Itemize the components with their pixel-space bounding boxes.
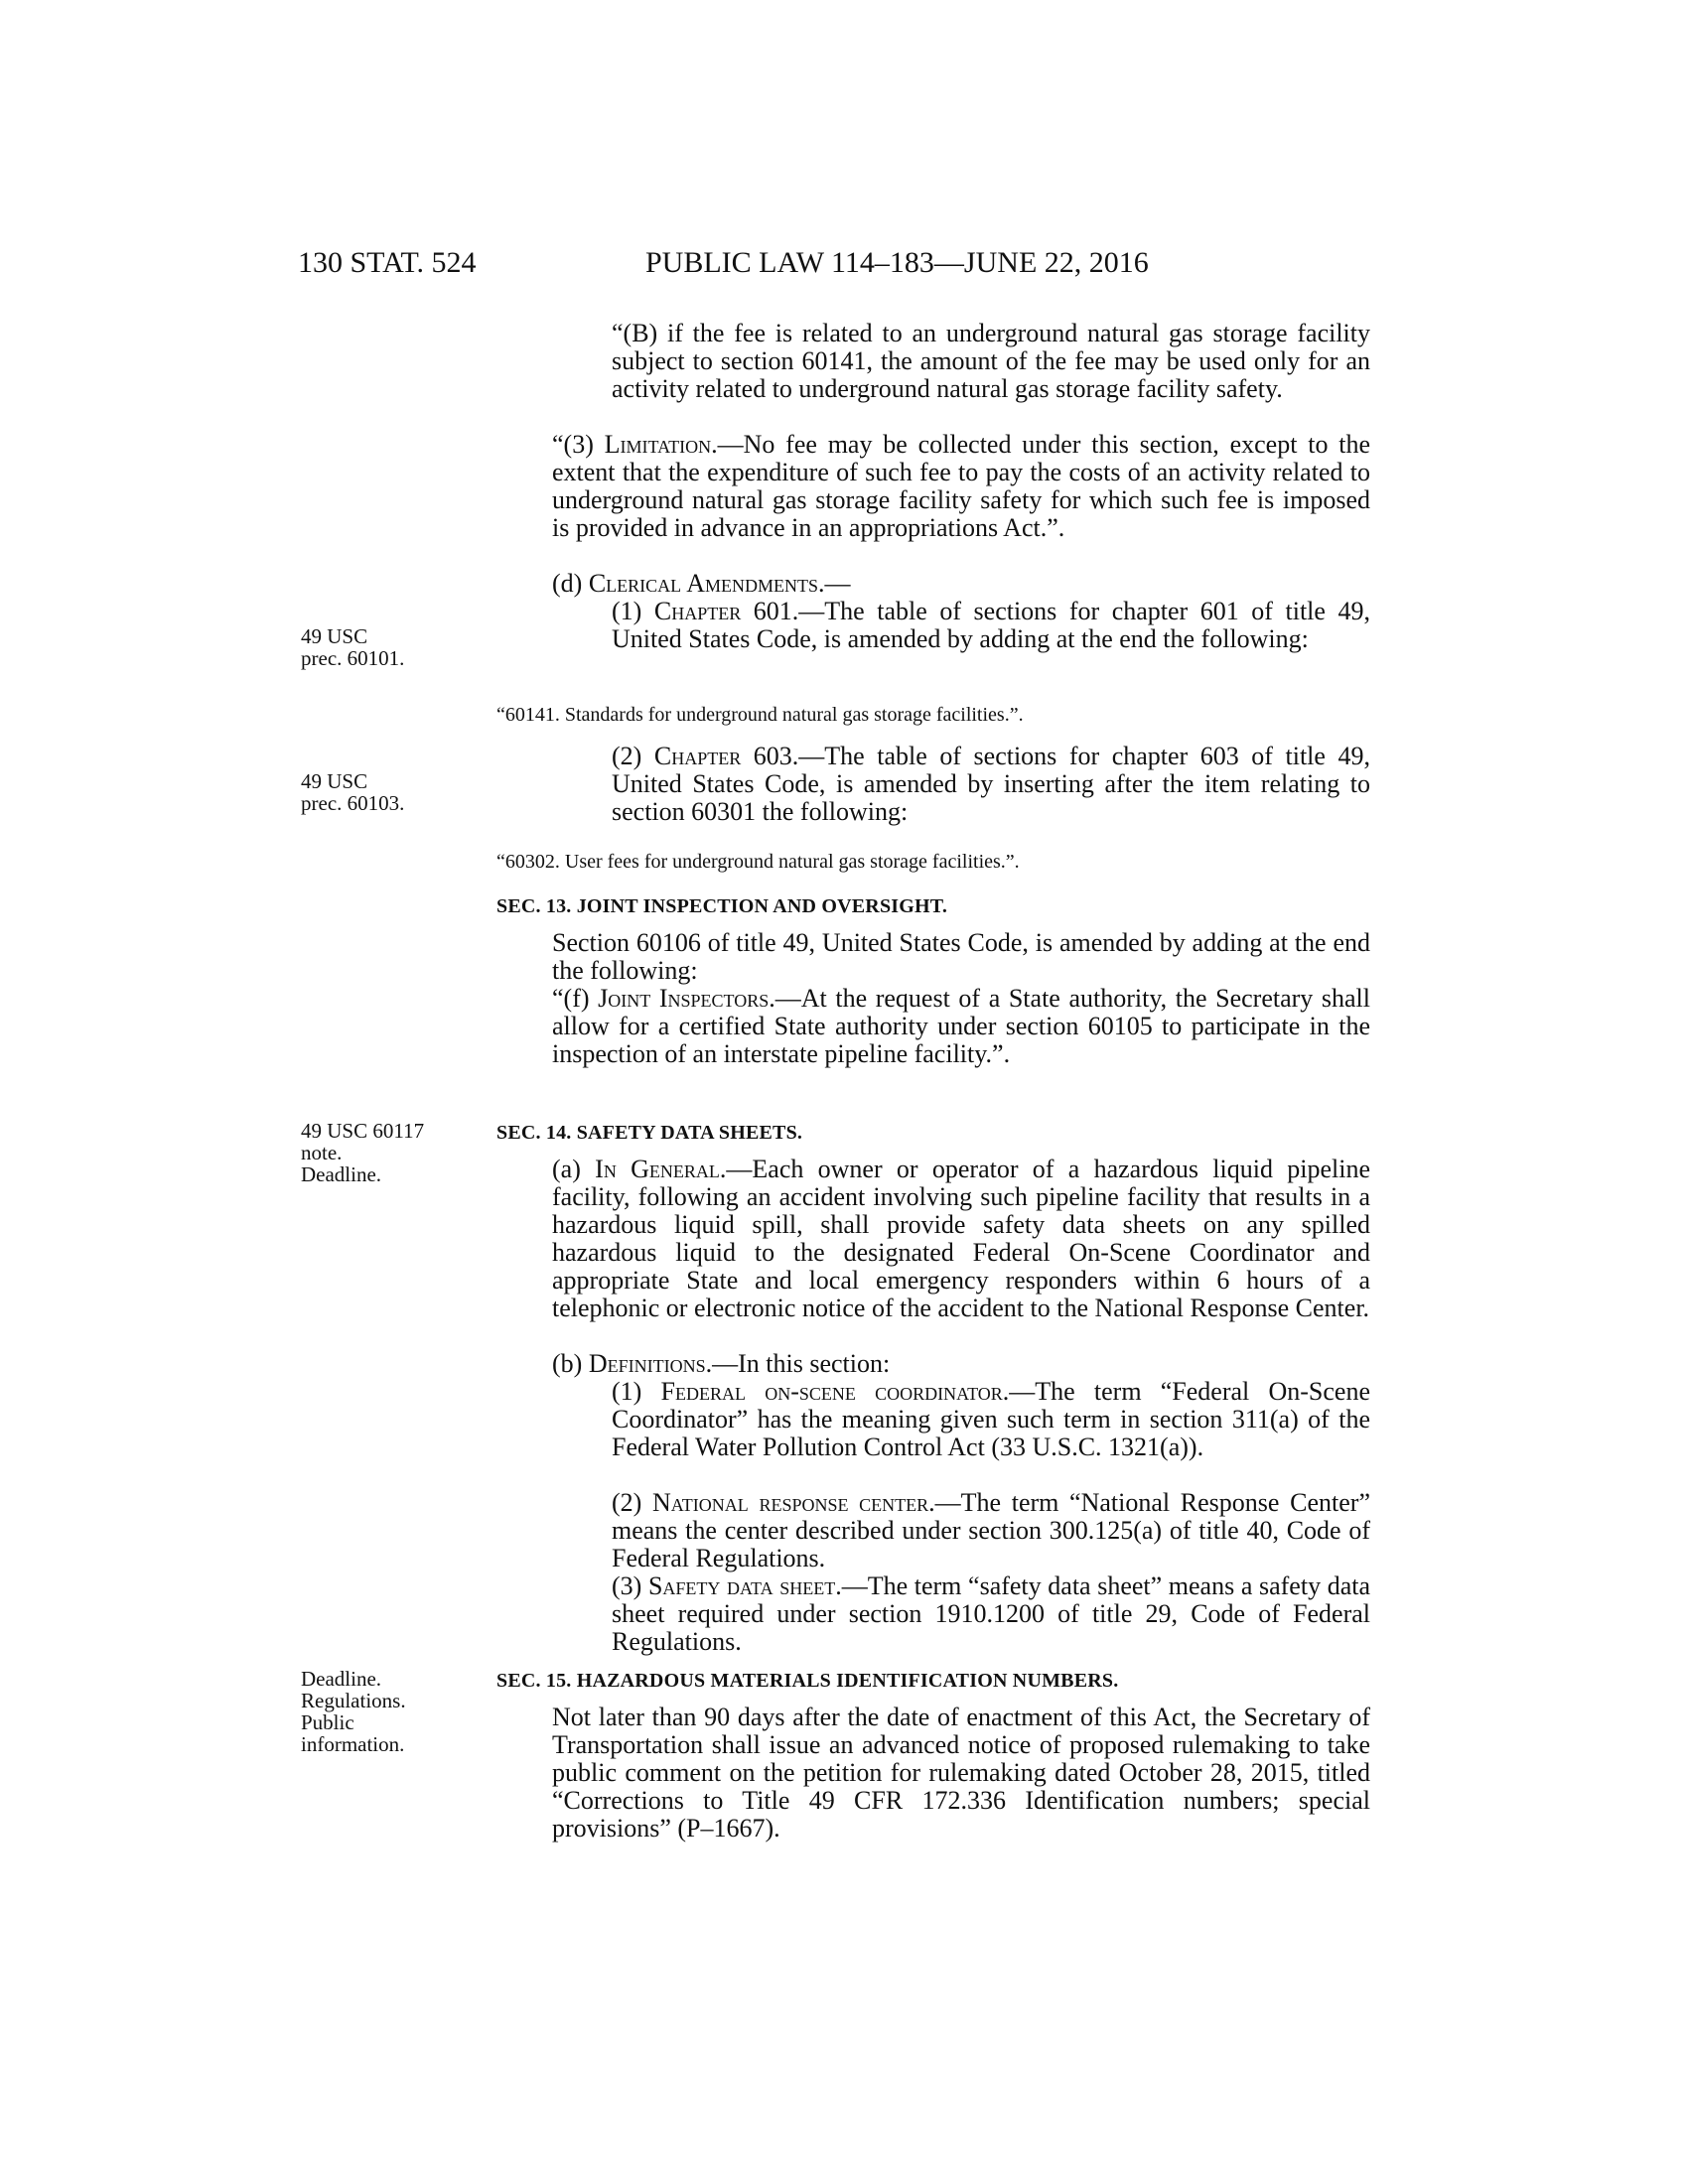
section-15-heading: SEC. 15. HAZARDOUS MATERIALS IDENTIFICATION NUMBERS. [496, 1670, 1119, 1692]
paragraph-1-chapter-601: (1) Chapter 601.—The table of sections for chapter 601 of title 49, United States Code, is amended by adding at the end the following: [612, 597, 1370, 653]
section-14-definition-3: (3) Safety data sheet.—The term “safety data sheet” means a safety data sheet required under section 1910.1200 of title 29, Code of Federal Regulations. [612, 1571, 1370, 1656]
paragraph-2-chapter-603: (2) Chapter 603.—The table of sections for chapter 603 of title 49, United States Code, is amended by inserting after the item relating to section 60301 the following: [612, 742, 1370, 826]
section-13-heading: SEC. 13. JOINT INSPECTION AND OVERSIGHT. [496, 895, 948, 917]
margin-note-prec-60101: 49 USC prec. 60101. [301, 624, 405, 670]
section-13-subsection-f: “(f) Joint Inspectors.—At the request of a State authority, the Secretary shall allow for a certified State authority under section 60105 to participate in the inspection of an interstate pipeline facility.”. [552, 984, 1370, 1068]
table-of-sections-item-60302: “60302. User fees for underground natural gas storage facilities.”. [496, 851, 1020, 873]
section-14-definition-2: (2) National response center.—The term “National Response Center” means the center described under section 300.125(a) of title 40, Code of Federal Regulations. [612, 1488, 1370, 1572]
stat-reference: 130 STAT. 524 [298, 246, 477, 279]
section-14-subsection-b: (b) Definitions.—In this section: [552, 1349, 891, 1378]
margin-note-prec-60103: 49 USC prec. 60103. [301, 769, 405, 815]
paragraph-b: “(B) if the fee is related to an underground natural gas storage facility subject to section 60141, the amount of the fee may be used only for an activity related to underground natural gas storage facility safety. [612, 319, 1370, 403]
section-15-text: Not later than 90 days after the date of enactment of this Act, the Secretary of Transportation shall issue an advanced notice of proposed rulemaking to take public comment on the petition for rulemaking dated October 28, 2015, titled “Corrections to Title 49 CFR 172.336 Identification numbers; special provisions” (P–1667). [552, 1703, 1370, 1843]
table-of-sections-item-60141: “60141. Standards for underground natural gas storage facilities.”. [496, 704, 1024, 726]
paragraph-3-limitation: “(3) Limitation.—No fee may be collected under this section, except to the extent that the expenditure of such fee to pay the costs of an activity related to underground natural gas storage facility safety for which such fee is imposed is provided in advance in an appropriations Act.”. [552, 430, 1371, 542]
margin-note-sec-15: Deadline. Regulations. Public information. [301, 1667, 406, 1756]
margin-note-sec-14: 49 USC 60117 note. Deadline. [301, 1119, 425, 1186]
running-head [298, 246, 1370, 290]
section-14-subsection-a: (a) In General.—Each owner or operator of a hazardous liquid pipeline facility, following an accident involving such pipeline facility that results in a hazardous liquid spill, shall provide safety data sheets on any spilled hazardous liquid to the designated Federal On-Scene Coordinator and appropriate State and local emergency responders within 6 hours of a telephonic or electronic notice of the accident to the National Response Center. [552, 1155, 1370, 1322]
law-title: PUBLIC LAW 114–183—JUNE 22, 2016 [645, 246, 1149, 279]
section-14-definition-1: (1) Federal on-scene coordinator.—The term “Federal On-Scene Coordinator” has the meaning given such term in section 311(a) of the Federal Water Pollution Control Act (33 U.S.C. 1321(a)). [612, 1377, 1370, 1461]
paragraph-d-clerical-amendments: (d) Clerical Amendments.— [552, 569, 851, 598]
section-13-text: Section 60106 of title 49, United States Code, is amended by adding at the end the following: [552, 928, 1370, 985]
section-14-heading: SEC. 14. SAFETY DATA SHEETS. [496, 1122, 803, 1144]
